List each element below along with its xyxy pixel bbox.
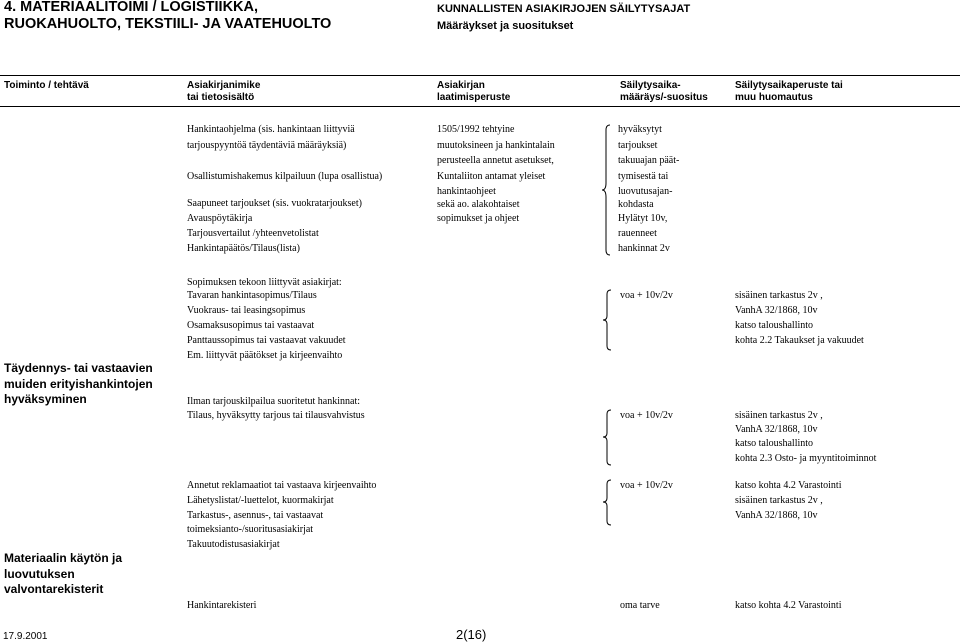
retention-brace: [605, 480, 617, 525]
document-item: tarjouspyyntöä täydentäviä määräyksiä): [187, 140, 347, 151]
header-top-rule: [0, 75, 960, 76]
document-item: Tarjousvertailut /yhteenvetolistat: [187, 228, 319, 239]
document-item: Saapuneet tarjoukset (sis. vuokratarjoukset): [187, 198, 362, 209]
retention-item: takuuajan päät-: [618, 155, 680, 166]
document-item: Hankintapäätös/Tilaus(lista): [187, 243, 300, 254]
document-item: Tilaus, hyväksytty tarjous tai tilausvahvistus: [187, 410, 365, 421]
retention-value: voa + 10v/2v: [620, 290, 673, 301]
retention-item: tymisestä tai: [618, 171, 669, 182]
retention-item: Hylätyt 10v,: [618, 213, 668, 224]
section-title: Materiaalin käytön ja luovutuksen valvontarekisterit: [4, 551, 123, 596]
document-item: Annetut reklamaatiot tai vastaava kirjeenvaihto: [187, 480, 377, 491]
note-item: VanhA 32/1868, 10v: [735, 424, 818, 435]
footer-date: 17.9.2001: [3, 631, 48, 642]
basis-item: sekä ao. alakohtaiset: [437, 199, 520, 210]
basis-item: 1505/1992 tehtyine: [437, 124, 515, 135]
document-item: Hankintaohjelma (sis. hankintaan liittyviä: [187, 124, 355, 135]
column-header-document: Asiakirjanimike tai tietosisältö: [187, 80, 261, 103]
retention-brace: [604, 125, 616, 255]
retention-item: rauenneet: [618, 228, 657, 239]
document-item: toimeksianto-/suoritusasiakirjat: [187, 524, 314, 535]
note-item: VanhA 32/1868, 10v: [735, 510, 818, 521]
page-number: 2(16): [456, 627, 487, 642]
subsection-heading: Sopimuksen tekoon liittyvät asiakirjat:: [187, 277, 342, 288]
document-subtitle: Määräykset ja suositukset: [437, 20, 574, 32]
note-item: sisäinen tarkastus 2v ,: [735, 495, 823, 506]
retention-item: tarjoukset: [618, 140, 658, 151]
retention-item: kohdasta: [618, 199, 654, 210]
document-item: Hankintarekisteri: [187, 600, 257, 611]
note-item: sisäinen tarkastus 2v ,: [735, 290, 823, 301]
basis-item: hankintaohjeet: [437, 186, 496, 197]
document-title: KUNNALLISTEN ASIAKIRJOJEN SÄILYTYSAJAT: [437, 3, 691, 15]
note-item: VanhA 32/1868, 10v: [735, 305, 818, 316]
basis-item: perusteella annetut asetukset,: [437, 155, 554, 166]
retention-item: hyväksytyt: [618, 124, 662, 135]
retention-value: oma tarve: [620, 600, 660, 611]
document-item: Takuutodistusasiakirjat: [187, 539, 280, 550]
column-header-note: Säilytysaikaperuste tai muu huomautus: [735, 80, 843, 103]
document-item: Vuokraus- tai leasingsopimus: [187, 305, 306, 316]
header-bottom-rule: [0, 106, 960, 107]
document-item: Panttaussopimus tai vastaavat vakuudet: [187, 335, 346, 346]
document-item: Osamaksusopimus tai vastaavat: [187, 320, 315, 331]
document-item: Avauspöytäkirja: [187, 213, 253, 224]
basis-item: Kuntaliiton antamat yleiset: [437, 171, 546, 182]
retention-item: hankinnat 2v: [618, 243, 670, 254]
section-title: Täydennys- tai vastaavien muiden erityishankintojen hyväksyminen: [4, 361, 153, 406]
note-item: katso taloushallinto: [735, 438, 814, 449]
basis-item: muutoksineen ja hankintalain: [437, 140, 555, 151]
retention-brace: [605, 290, 617, 350]
document-item: Osallistumishakemus kilpailuun (lupa osallistua): [187, 171, 383, 182]
retention-value: voa + 10v/2v: [620, 410, 673, 421]
column-header-basis: Asiakirjan laatimisperuste: [437, 80, 511, 103]
column-header-retention: Säilytysaika- määräys/-suositus: [620, 80, 708, 103]
basis-item: sopimukset ja ohjeet: [437, 213, 520, 224]
note-item: kohta 2.2 Takaukset ja vakuudet: [735, 335, 864, 346]
retention-brace: [605, 410, 617, 465]
note-item: katso kohta 4.2 Varastointi: [735, 480, 842, 491]
column-header-function: Toiminto / tehtävä: [4, 80, 89, 91]
document-item: Lähetyslistat/-luettelot, kuormakirjat: [187, 495, 334, 506]
document-item: Em. liittyvät päätökset ja kirjeenvaihto: [187, 350, 343, 361]
chapter-title-line1: 4. MATERIAALITOIMI / LOGISTIIKKA,: [4, 0, 259, 15]
retention-value: voa + 10v/2v: [620, 480, 673, 491]
chapter-title-line2: RUOKAHUOLTO, TEKSTIILI- JA VAATEHUOLTO: [4, 16, 332, 32]
note-item: kohta 2.3 Osto- ja myyntitoiminnot: [735, 453, 877, 464]
note-item: sisäinen tarkastus 2v ,: [735, 410, 823, 421]
subsection-heading: Ilman tarjouskilpailua suoritetut hankinnat:: [187, 396, 361, 407]
document-item: Tarkastus-, asennus-, tai vastaavat: [187, 510, 324, 521]
note-item: katso kohta 4.2 Varastointi: [735, 600, 842, 611]
document-item: Tavaran hankintasopimus/Tilaus: [187, 290, 317, 301]
note-item: katso taloushallinto: [735, 320, 814, 331]
retention-item: luovutusajan-: [618, 186, 673, 197]
